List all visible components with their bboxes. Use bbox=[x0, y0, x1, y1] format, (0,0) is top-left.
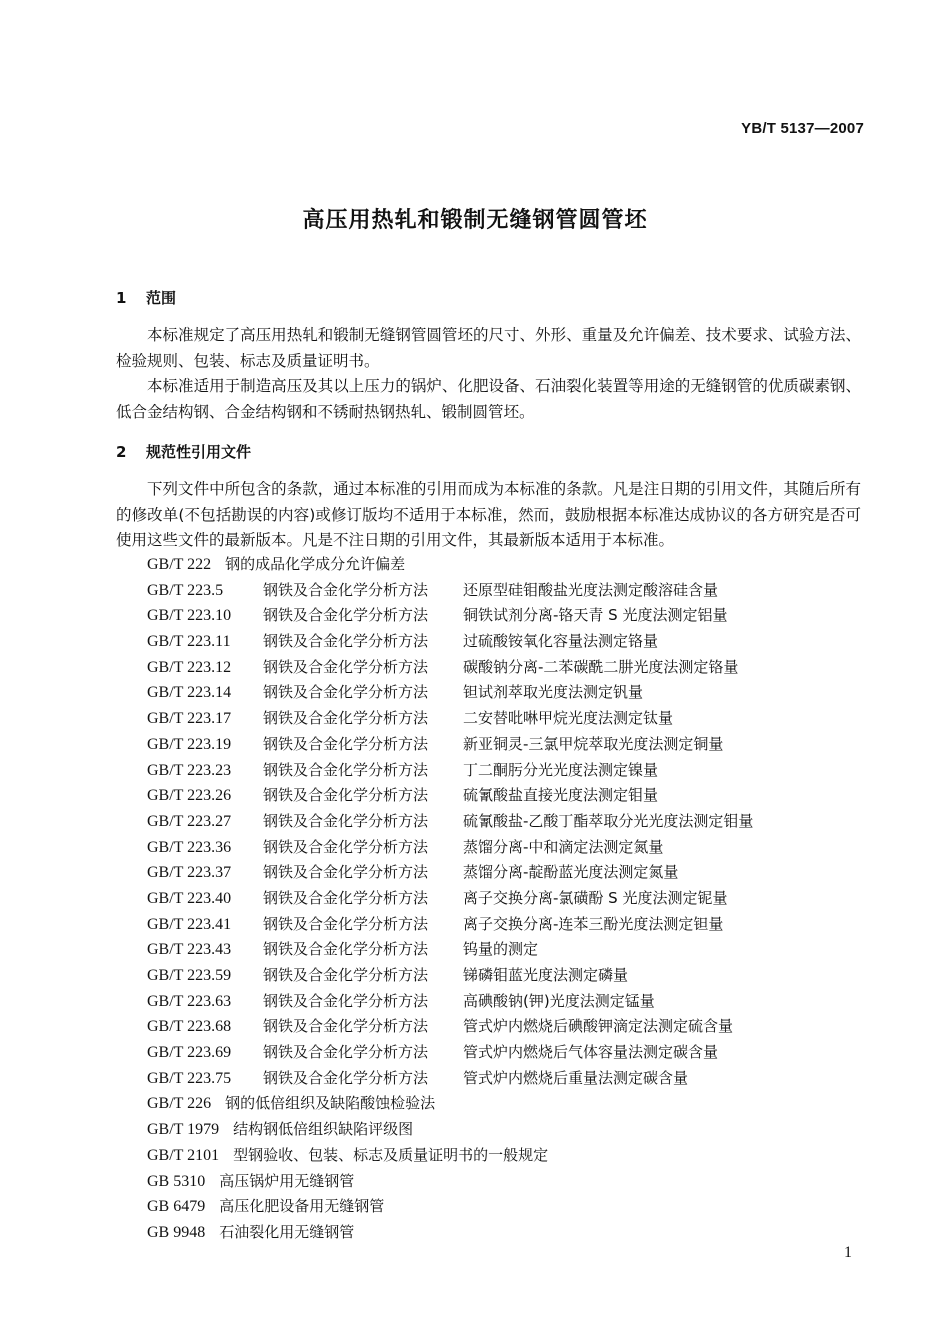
reference-method: 钢铁及合金化学分析方法 bbox=[263, 760, 429, 779]
reference-title: 管式炉内燃烧后气体容量法测定碳含量 bbox=[463, 1043, 719, 1062]
normative-paragraph: 下列文件中所包含的条款，通过本标准的引用而成为本标准的条款。凡是注日期的引用文件，其随后所有的修改单(不包括勘误的内容)或修订版均不适用于本标准，然而，鼓励根据本标准达成协议的各方研究是否可使用这些文件的最新版本。凡是不注日期的引用文件，其最新版本适用于本标准。 bbox=[116, 480, 861, 549]
reference-method: 钢铁及合金化学分析方法 bbox=[263, 863, 429, 882]
reference-item bbox=[147, 1117, 753, 1143]
scope-paragraph-1: 本标准规定了高压用热轧和锻制无缝钢管圆管坯的尺寸、外形、重量及允许偏差、技术要求、试验方法、检验规则、包装、标志及质量证明书。 bbox=[116, 326, 861, 370]
reference-code: GB/T 223.68 bbox=[147, 1018, 232, 1036]
document-title: 高压用热轧和锻制无缝钢管圆管坯 bbox=[302, 208, 648, 233]
reference-item bbox=[147, 963, 753, 989]
reference-method: 钢铁及合金化学分析方法 bbox=[263, 709, 429, 728]
reference-item bbox=[147, 1169, 753, 1195]
reference-item bbox=[147, 552, 753, 578]
reference-code: GB/T 223.40 bbox=[147, 889, 232, 907]
reference-code: GB/T 223.17 bbox=[147, 710, 232, 728]
reference-code: GB/T 223.69 bbox=[147, 1044, 232, 1062]
reference-method: 钢铁及合金化学分析方法 bbox=[263, 734, 429, 753]
reference-title: 锑磷钼蓝光度法测定磷量 bbox=[463, 966, 629, 984]
reference-method: 钢铁及合金化学分析方法 bbox=[263, 888, 429, 907]
page-number: 1 bbox=[844, 1244, 852, 1261]
reference-method: 钢铁及合金化学分析方法 bbox=[263, 966, 429, 984]
reference-method: 钢铁及合金化学分析方法 bbox=[263, 683, 429, 702]
reference-title: 石油裂化用无缝钢管 bbox=[219, 1222, 355, 1241]
reference-item bbox=[147, 835, 753, 861]
reference-item bbox=[147, 912, 753, 938]
section-1-heading bbox=[116, 287, 176, 308]
reference-item bbox=[147, 1040, 753, 1066]
scope-paragraph-2: 本标准适用于制造高压及其以上压力的锅炉、化肥设备、石油裂化装置等用途的无缝钢管的优质碳素钢、低合金结构钢、合金结构钢和不锈耐热钢热轧、锻制圆管坯。 bbox=[116, 377, 861, 421]
reference-item bbox=[147, 783, 753, 809]
reference-title: 硫氰酸盐直接光度法测定钼量 bbox=[463, 786, 659, 805]
reference-item bbox=[147, 937, 753, 963]
reference-code: GB/T 223.19 bbox=[147, 735, 232, 753]
reference-title: 丁二酮肟分光光度法测定镍量 bbox=[463, 760, 659, 779]
reference-title: 新亚铜灵-三氯甲烷萃取光度法测定铜量 bbox=[463, 734, 724, 753]
reference-code: GB/T 223.37 bbox=[147, 864, 232, 882]
reference-title: 管式炉内燃烧后碘酸钾滴定法测定硫含量 bbox=[463, 1017, 734, 1036]
reference-item bbox=[147, 578, 753, 604]
section-number: 2 bbox=[116, 443, 127, 461]
reference-title: 高压化肥设备用无缝钢管 bbox=[219, 1197, 385, 1216]
reference-code: GB 6479 bbox=[147, 1198, 206, 1216]
standard-code: YB/T 5137—2007 bbox=[741, 120, 864, 137]
reference-item bbox=[147, 680, 753, 706]
reference-code: GB/T 223.63 bbox=[147, 992, 232, 1010]
reference-title: 蒸馏分离-靛酚蓝光度法测定氮量 bbox=[463, 863, 679, 882]
reference-code: GB/T 223.43 bbox=[147, 941, 232, 959]
reference-code: GB 5310 bbox=[147, 1172, 206, 1190]
section-2-heading bbox=[116, 441, 251, 462]
reference-code: GB/T 223.59 bbox=[147, 967, 232, 984]
reference-item bbox=[147, 1066, 753, 1092]
reference-code: GB/T 223.11 bbox=[147, 633, 231, 651]
reference-code: GB/T 222 bbox=[147, 556, 212, 573]
reference-title: 碳酸钠分离-二苯碳酰二肼光度法测定铬量 bbox=[463, 657, 739, 676]
reference-code: GB/T 223.41 bbox=[147, 915, 232, 933]
reference-code: GB/T 223.14 bbox=[147, 684, 232, 702]
reference-method: 钢铁及合金化学分析方法 bbox=[263, 580, 429, 599]
reference-title: 钢的成品化学成分允许偏差 bbox=[225, 555, 406, 573]
reference-method: 钢铁及合金化学分析方法 bbox=[263, 1068, 429, 1087]
reference-item bbox=[147, 603, 753, 629]
reference-item bbox=[147, 1194, 753, 1220]
reference-code: GB/T 223.23 bbox=[147, 761, 232, 779]
reference-title: 铜铁试剂分离-铬天青 S 光度法测定铝量 bbox=[463, 606, 728, 625]
reference-code: GB/T 223.36 bbox=[147, 838, 232, 856]
reference-method: 钢铁及合金化学分析方法 bbox=[263, 786, 429, 805]
reference-item bbox=[147, 758, 753, 784]
reference-item bbox=[147, 1091, 753, 1117]
reference-item bbox=[147, 1014, 753, 1040]
section-title: 范围 bbox=[146, 289, 177, 307]
reference-title: 钢的低倍组织及缺陷酸蚀检验法 bbox=[225, 1094, 436, 1113]
reference-item bbox=[147, 655, 753, 681]
reference-code: GB/T 223.75 bbox=[147, 1069, 232, 1087]
reference-method: 钢铁及合金化学分析方法 bbox=[263, 914, 429, 933]
reference-title: 高压锅炉用无缝钢管 bbox=[219, 1171, 355, 1190]
reference-code: GB/T 2101 bbox=[147, 1146, 220, 1164]
reference-item bbox=[147, 706, 753, 732]
reference-method: 钢铁及合金化学分析方法 bbox=[263, 811, 429, 830]
reference-method: 钢铁及合金化学分析方法 bbox=[263, 837, 429, 856]
reference-title: 管式炉内燃烧后重量法测定碳含量 bbox=[463, 1068, 689, 1087]
reference-title: 钽试剂萃取光度法测定钒量 bbox=[463, 683, 644, 702]
reference-method: 钢铁及合金化学分析方法 bbox=[263, 606, 429, 625]
reference-method: 钢铁及合金化学分析方法 bbox=[263, 991, 429, 1010]
reference-list bbox=[147, 552, 753, 1246]
reference-title: 过硫酸铵氧化容量法测定铬量 bbox=[463, 632, 659, 651]
reference-item bbox=[147, 886, 753, 912]
reference-title: 蒸馏分离-中和滴定法测定氮量 bbox=[463, 837, 664, 856]
reference-code: GB/T 223.26 bbox=[147, 787, 232, 805]
reference-title: 二安替吡啉甲烷光度法测定钛量 bbox=[463, 709, 674, 728]
reference-code: GB/T 1979 bbox=[147, 1121, 220, 1139]
reference-method: 钢铁及合金化学分析方法 bbox=[263, 632, 429, 651]
reference-item bbox=[147, 809, 753, 835]
reference-code: GB/T 223.10 bbox=[147, 607, 232, 625]
reference-item bbox=[147, 860, 753, 886]
reference-item bbox=[147, 1220, 753, 1246]
reference-item bbox=[147, 1143, 753, 1169]
reference-code: GB 9948 bbox=[147, 1223, 206, 1241]
reference-title: 结构钢低倍组织缺陷评级图 bbox=[233, 1120, 414, 1139]
reference-title: 硫氰酸盐-乙酸丁酯萃取分光光度法测定钼量 bbox=[463, 811, 754, 830]
reference-title: 离子交换分离-氯磺酚 S 光度法测定铌量 bbox=[463, 888, 728, 907]
reference-title: 离子交换分离-连苯三酚光度法测定钽量 bbox=[463, 914, 724, 933]
reference-method: 钢铁及合金化学分析方法 bbox=[263, 657, 429, 676]
reference-method: 钢铁及合金化学分析方法 bbox=[263, 1017, 429, 1036]
reference-code: GB/T 223.5 bbox=[147, 581, 224, 599]
section-number: 1 bbox=[116, 289, 127, 307]
reference-item bbox=[147, 732, 753, 758]
reference-code: GB/T 226 bbox=[147, 1095, 212, 1113]
section-title: 规范性引用文件 bbox=[146, 443, 252, 461]
reference-title: 高碘酸钠(钾)光度法测定锰量 bbox=[463, 991, 655, 1010]
reference-code: GB/T 223.27 bbox=[147, 812, 232, 830]
reference-code: GB/T 223.12 bbox=[147, 658, 232, 676]
reference-item bbox=[147, 989, 753, 1015]
reference-title: 型钢验收、包装、标志及质量证明书的一般规定 bbox=[233, 1145, 549, 1164]
reference-title: 还原型硅钼酸盐光度法测定酸溶硅含量 bbox=[463, 580, 719, 599]
reference-item bbox=[147, 629, 753, 655]
reference-method: 钢铁及合金化学分析方法 bbox=[263, 1043, 429, 1062]
reference-title: 钨量的测定 bbox=[463, 940, 539, 959]
reference-method: 钢铁及合金化学分析方法 bbox=[263, 940, 429, 959]
